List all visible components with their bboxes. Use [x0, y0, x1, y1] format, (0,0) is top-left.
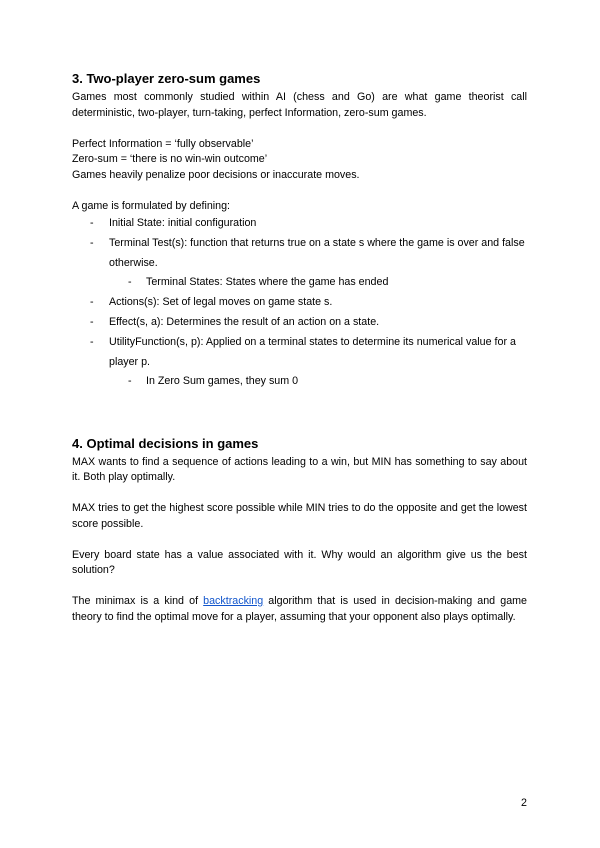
list-item: [72, 333, 527, 392]
list-intro: A game is formulated by defining:: [72, 199, 231, 212]
item-term: Terminal States: [146, 276, 220, 288]
list-item: [72, 293, 527, 313]
sub-list-item: [109, 273, 527, 293]
sub-list: [109, 372, 527, 392]
list-item: [72, 313, 527, 333]
item-term: Effect(s, a): [109, 316, 161, 328]
minimax-text-after: algorithm that is used in decision-making and game theory to find the optimal move for a player, assuming that your opponent also plays optimally.: [72, 595, 527, 623]
item-term: Actions(s): [109, 296, 157, 308]
zero-sum-line: Zero-sum = ‘there is no win-win outcome’: [72, 153, 268, 165]
item-term: UtilityFunction(s, p): [109, 336, 201, 348]
bullet-dash: -: [90, 237, 94, 249]
item-text: : Set of legal moves on game state s.: [156, 296, 333, 308]
penalize-line: Games heavily penalize poor decisions or inaccurate moves.: [72, 168, 360, 181]
minimax-text-before: The minimax is a kind of: [72, 595, 204, 607]
item-term: Initial State: [109, 217, 162, 229]
bullet-dash: -: [128, 276, 132, 288]
item-text: : Applied on a terminal states to determine its numerical value for a player p.: [109, 336, 516, 368]
section-4-heading: 4. Optimal decisions in games: [72, 435, 259, 451]
list-item: [72, 234, 527, 293]
section-3-intro: Games most commonly studied within AI (chess and Go) are what game theorist call deterministic, two-player, turn-taking, perfect Information, zero-sum games.: [72, 91, 527, 119]
item-text: In Zero Sum games, they sum 0: [146, 375, 299, 387]
minimax-paragraph: [72, 594, 527, 625]
backtracking-link[interactable]: backtracking: [203, 595, 264, 607]
page-number: 2: [521, 797, 527, 809]
item-text: : function that returns true on a state s where the game is over and false otherwise.: [109, 237, 525, 269]
bullet-dash: -: [90, 336, 94, 348]
document-page: [72, 70, 527, 625]
item-term: Terminal Test(s): [109, 237, 185, 249]
perfect-info-line: Perfect Information = ‘fully observable’: [72, 137, 254, 150]
section-4-paragraph: Every board state has a value associated with it. Why would an algorithm give us the best solution?: [72, 548, 527, 576]
sub-list: [109, 273, 527, 293]
sub-list-item: [109, 372, 527, 392]
item-text: : initial configuration: [161, 217, 257, 229]
section-4-paragraph: MAX tries to get the highest score possible while MIN tries to do the opposite and get the lowest score possible.: [72, 502, 527, 530]
item-text: : Determines the result of an action on a state.: [160, 316, 380, 328]
bullet-dash: -: [90, 316, 94, 328]
list-item: [72, 214, 527, 234]
section-4-paragraph: MAX wants to find a sequence of actions leading to a win, but MIN has something to say about it. Both play optimally.: [72, 455, 527, 483]
bullet-dash: -: [90, 296, 94, 308]
bullet-dash: -: [128, 375, 132, 387]
bullet-dash: -: [90, 217, 94, 229]
section-3-heading: 3. Two-player zero-sum games: [72, 71, 261, 86]
item-text: : States where the game has ended: [219, 276, 389, 288]
definition-list: [72, 214, 527, 392]
